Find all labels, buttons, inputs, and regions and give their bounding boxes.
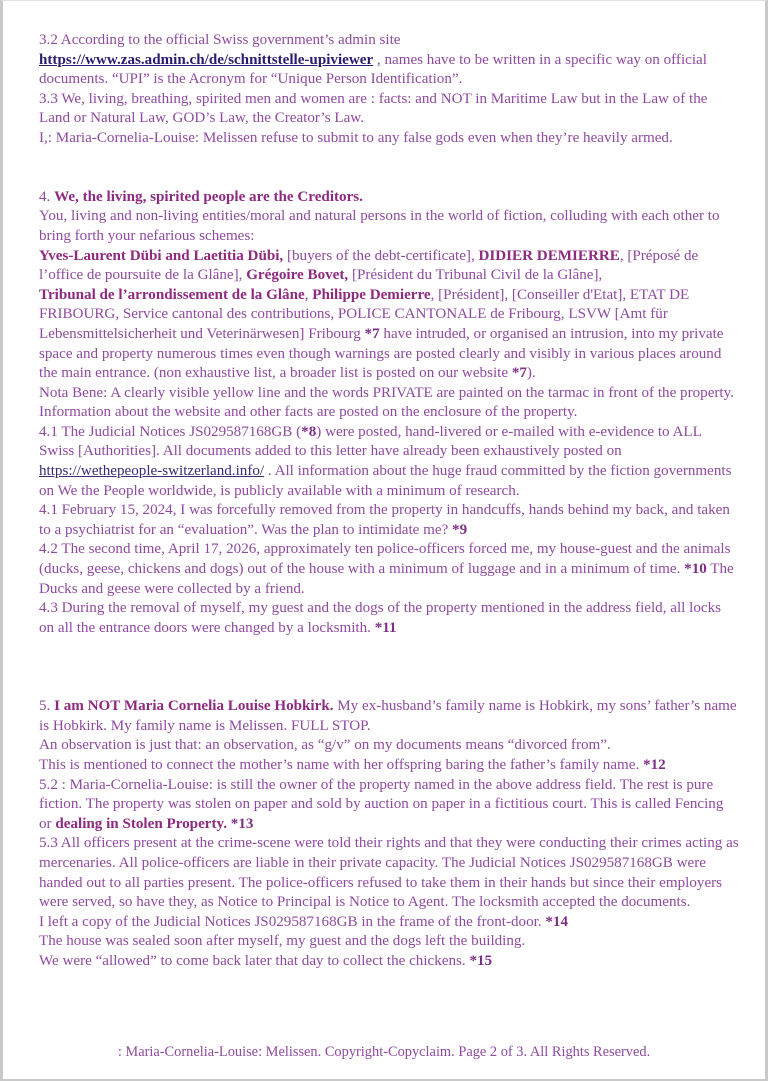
footnote-ref-7b: *7 xyxy=(511,365,527,382)
phrase-stolen-property: dealing in Stolen Property. xyxy=(55,815,227,832)
paragraph-4-1-feb xyxy=(39,501,739,540)
paragraph-5-6 xyxy=(39,952,739,972)
paragraph-4-intro: You, living and non-living entities/moral and natural persons in the world of fiction, colluding with each other to bring forth your nefarious schemes: xyxy=(39,208,720,244)
section-gap-2 xyxy=(39,638,739,677)
paragraph-5-4-text: I left a copy of the Judicial Notices JS029587168GB in the frame of the front-door. xyxy=(39,913,546,930)
paragraph-4-1-feb-text: 4.1 February 15, 2024, I was forcefully removed from the property in handcuffs, hands behind my back, and taken to a psychiatrist for an “evaluation”. Was the plan to intimidate me? xyxy=(39,502,730,538)
paragraph-5-5: The house was sealed soon after myself, my guest and the dogs left the building. xyxy=(39,933,526,950)
heading-section-5 xyxy=(39,697,739,736)
paragraph-nota-bene: Nota Bene: A clearly visible yellow line and the words PRIVATE are painted on the tarmac in front of the property. Information about the website and other facts are posted on the enclosure of the property. xyxy=(39,384,734,421)
page-footer: : Maria-Cornelia-Louise: Melissen. Copyright-Copyclaim. Page 2 of 3. All Rights Reserved. xyxy=(117,1044,651,1060)
footnote-ref-13: *13 xyxy=(230,815,254,832)
paragraph-3-2 xyxy=(39,31,739,90)
paragraph-4-intrusion-end: ). xyxy=(526,365,536,382)
paragraph-4-2-text: 4.2 The second time, April 17, 2026, approximately ten police-officers forced me, my house-guest and the animals (ducks, geese, chickens and dogs) out of the house with a minimum of luggage and in a minimum of time. xyxy=(39,541,731,578)
section-gap-2b xyxy=(39,678,739,698)
party-demierre-didier: DIDIER DEMIERRE xyxy=(478,247,620,264)
paragraph-4-1-mid: ) were posted, hand-livered or e-mailed with e-evidence to ALL Swiss [Authorities]. All documents added to this letter have already been exhaustively posted on xyxy=(39,423,702,460)
heading-section-4 xyxy=(39,188,739,208)
zas-admin-link[interactable]: https://www.zas.admin.ch/de/schnittstelle-upiviewer xyxy=(39,51,374,68)
paragraph-4-intrusion: have intruded, or organised an intrusion, into my private space and property numerous times even though warnings are posted clearly and visibly in various places around the main entrance. (non exhaustive list, a broader list is posted on our website xyxy=(39,325,724,382)
paragraph-5-1-text: My ex-husband’s family name is Hobkirk, my sons’ father’s name is Hobkirk. My family name is Melissen. FULL STOP. xyxy=(39,698,737,734)
paragraph-5-1b: An observation is just that: an observation, as “g/v” on my documents means “divorced from”. xyxy=(39,737,611,754)
section-5-number: 5. xyxy=(39,698,55,715)
wethepeople-link[interactable]: https://wethepeople-switzerland.info/ xyxy=(39,463,265,480)
paragraph-5-1c-text: This is mentioned to connect the mother’s name with her offspring baring the father’s family name. xyxy=(39,756,644,773)
paragraph-4-3-text: 4.3 During the removal of myself, my guest and the dogs of the property mentioned in the address field, all locks on all the entrance doors were changed by a locksmith. xyxy=(39,600,721,636)
paragraph-4-1-notices xyxy=(39,423,739,501)
paragraph-5-6-text: We were “allowed” to come back later that day to collect the chickens. xyxy=(39,952,470,969)
paragraph-4-1-lead: 4.1 The Judicial Notices JS029587168GB ( xyxy=(39,423,302,440)
paragraph-5-4 xyxy=(39,913,739,933)
party-dubi-role: [buyers of the debt-certificate], xyxy=(283,247,479,264)
party-dubi: Yves-Laurent Dübi and Laetitia Dübi, xyxy=(39,247,284,264)
footnote-ref-10: *10 xyxy=(684,561,707,578)
paragraph-5-2-text: 5.2 : Maria-Cornelia-Louise: is still the owner of the property named in the above address field. The rest is pure fiction. The property was stolen on paper and sold by auction on paper in a fictitious court. This is called Fencing or xyxy=(39,776,724,832)
party-separator: , xyxy=(304,286,313,303)
paragraph-5-3: 5.3 All officers present at the crime-scene were told their rights and that they were conducting their crimes acting as mercenaries. All police-officers are liable in their private capacity. The Judicial Notices JS029587168GB were handed out to all parties present. The police-officers refused to take them in their hands but since their employers were served, so have they, as Notice to Principal is Notice to Agent. The locksmith accepted the documents. xyxy=(39,835,739,911)
paragraph-4-parties-2 xyxy=(39,286,739,384)
paragraph-4-3 xyxy=(39,599,739,638)
footnote-ref-15: *15 xyxy=(469,952,493,969)
paragraph-5-2 xyxy=(39,776,739,835)
party-demierre-didier-role: , [Préposé de l’office de poursuite de la Glâne], xyxy=(39,247,699,284)
paragraph-3-3: 3.3 We, living, breathing, spirited men and women are : facts: and NOT in Maritime Law but in the Law of the Land or Natural Law, GOD’s Law, the Creator’s Law. xyxy=(39,90,708,127)
footnote-ref-7a: *7 xyxy=(364,325,380,342)
paragraph-3-4: I,: Maria-Cornelia-Louise: Melissen refuse to submit to any false gods even when they’re heavily armed. xyxy=(39,129,673,146)
party-tribunal-glane: Tribunal de l’arrondissement de la Glâne xyxy=(39,286,305,303)
party-bovet-role: [Président du Tribunal Civil de la Glâne], xyxy=(348,267,603,284)
paragraph-3-2-lead: 3.2 According to the official Swiss government’s admin site xyxy=(39,32,401,48)
footnote-ref-14: *14 xyxy=(545,913,569,930)
paragraph-3-2-tail: , names have to be written in a specific way on official documents. “UPI” is the Acronym for “Unique Person Identification”. xyxy=(39,51,707,88)
section-4-title: We, the living, spirited people are the Creditors. xyxy=(54,188,363,205)
party-authorities-list: , [Président], [Conseiller d'Etat], ETAT DE FRIBOURG, Service cantonal des contributions, POLICE CANTONALE de Fribourg, LSVW [Amt für Lebensmittelsicherheit und Veterinärwesen] Fribourg xyxy=(39,286,690,342)
paragraph-4-2-tail: The Ducks and geese were collected by a friend. xyxy=(39,561,734,597)
footnote-ref-8: *8 xyxy=(301,423,317,440)
paragraph-4-2 xyxy=(39,540,739,599)
paragraph-4-1-tail: . All information about the huge fraud committed by the fiction governments on We the People worldwide, is publicly available with a minimum of research. xyxy=(39,463,732,499)
paragraph-4-parties xyxy=(39,247,739,286)
party-bovet: Grégoire Bovet, xyxy=(246,267,349,284)
footnote-ref-12: *12 xyxy=(643,756,666,773)
footnote-ref-11: *11 xyxy=(374,619,397,636)
party-demierre-philippe: Philippe Demierre xyxy=(312,286,431,303)
document-body xyxy=(39,31,739,972)
section-5-title: I am NOT Maria Cornelia Louise Hobkirk. xyxy=(54,698,334,715)
footnote-ref-9: *9 xyxy=(452,521,468,538)
section-gap xyxy=(39,149,739,188)
section-4-number: 4. xyxy=(39,188,55,205)
paragraph-5-1c xyxy=(39,756,739,776)
